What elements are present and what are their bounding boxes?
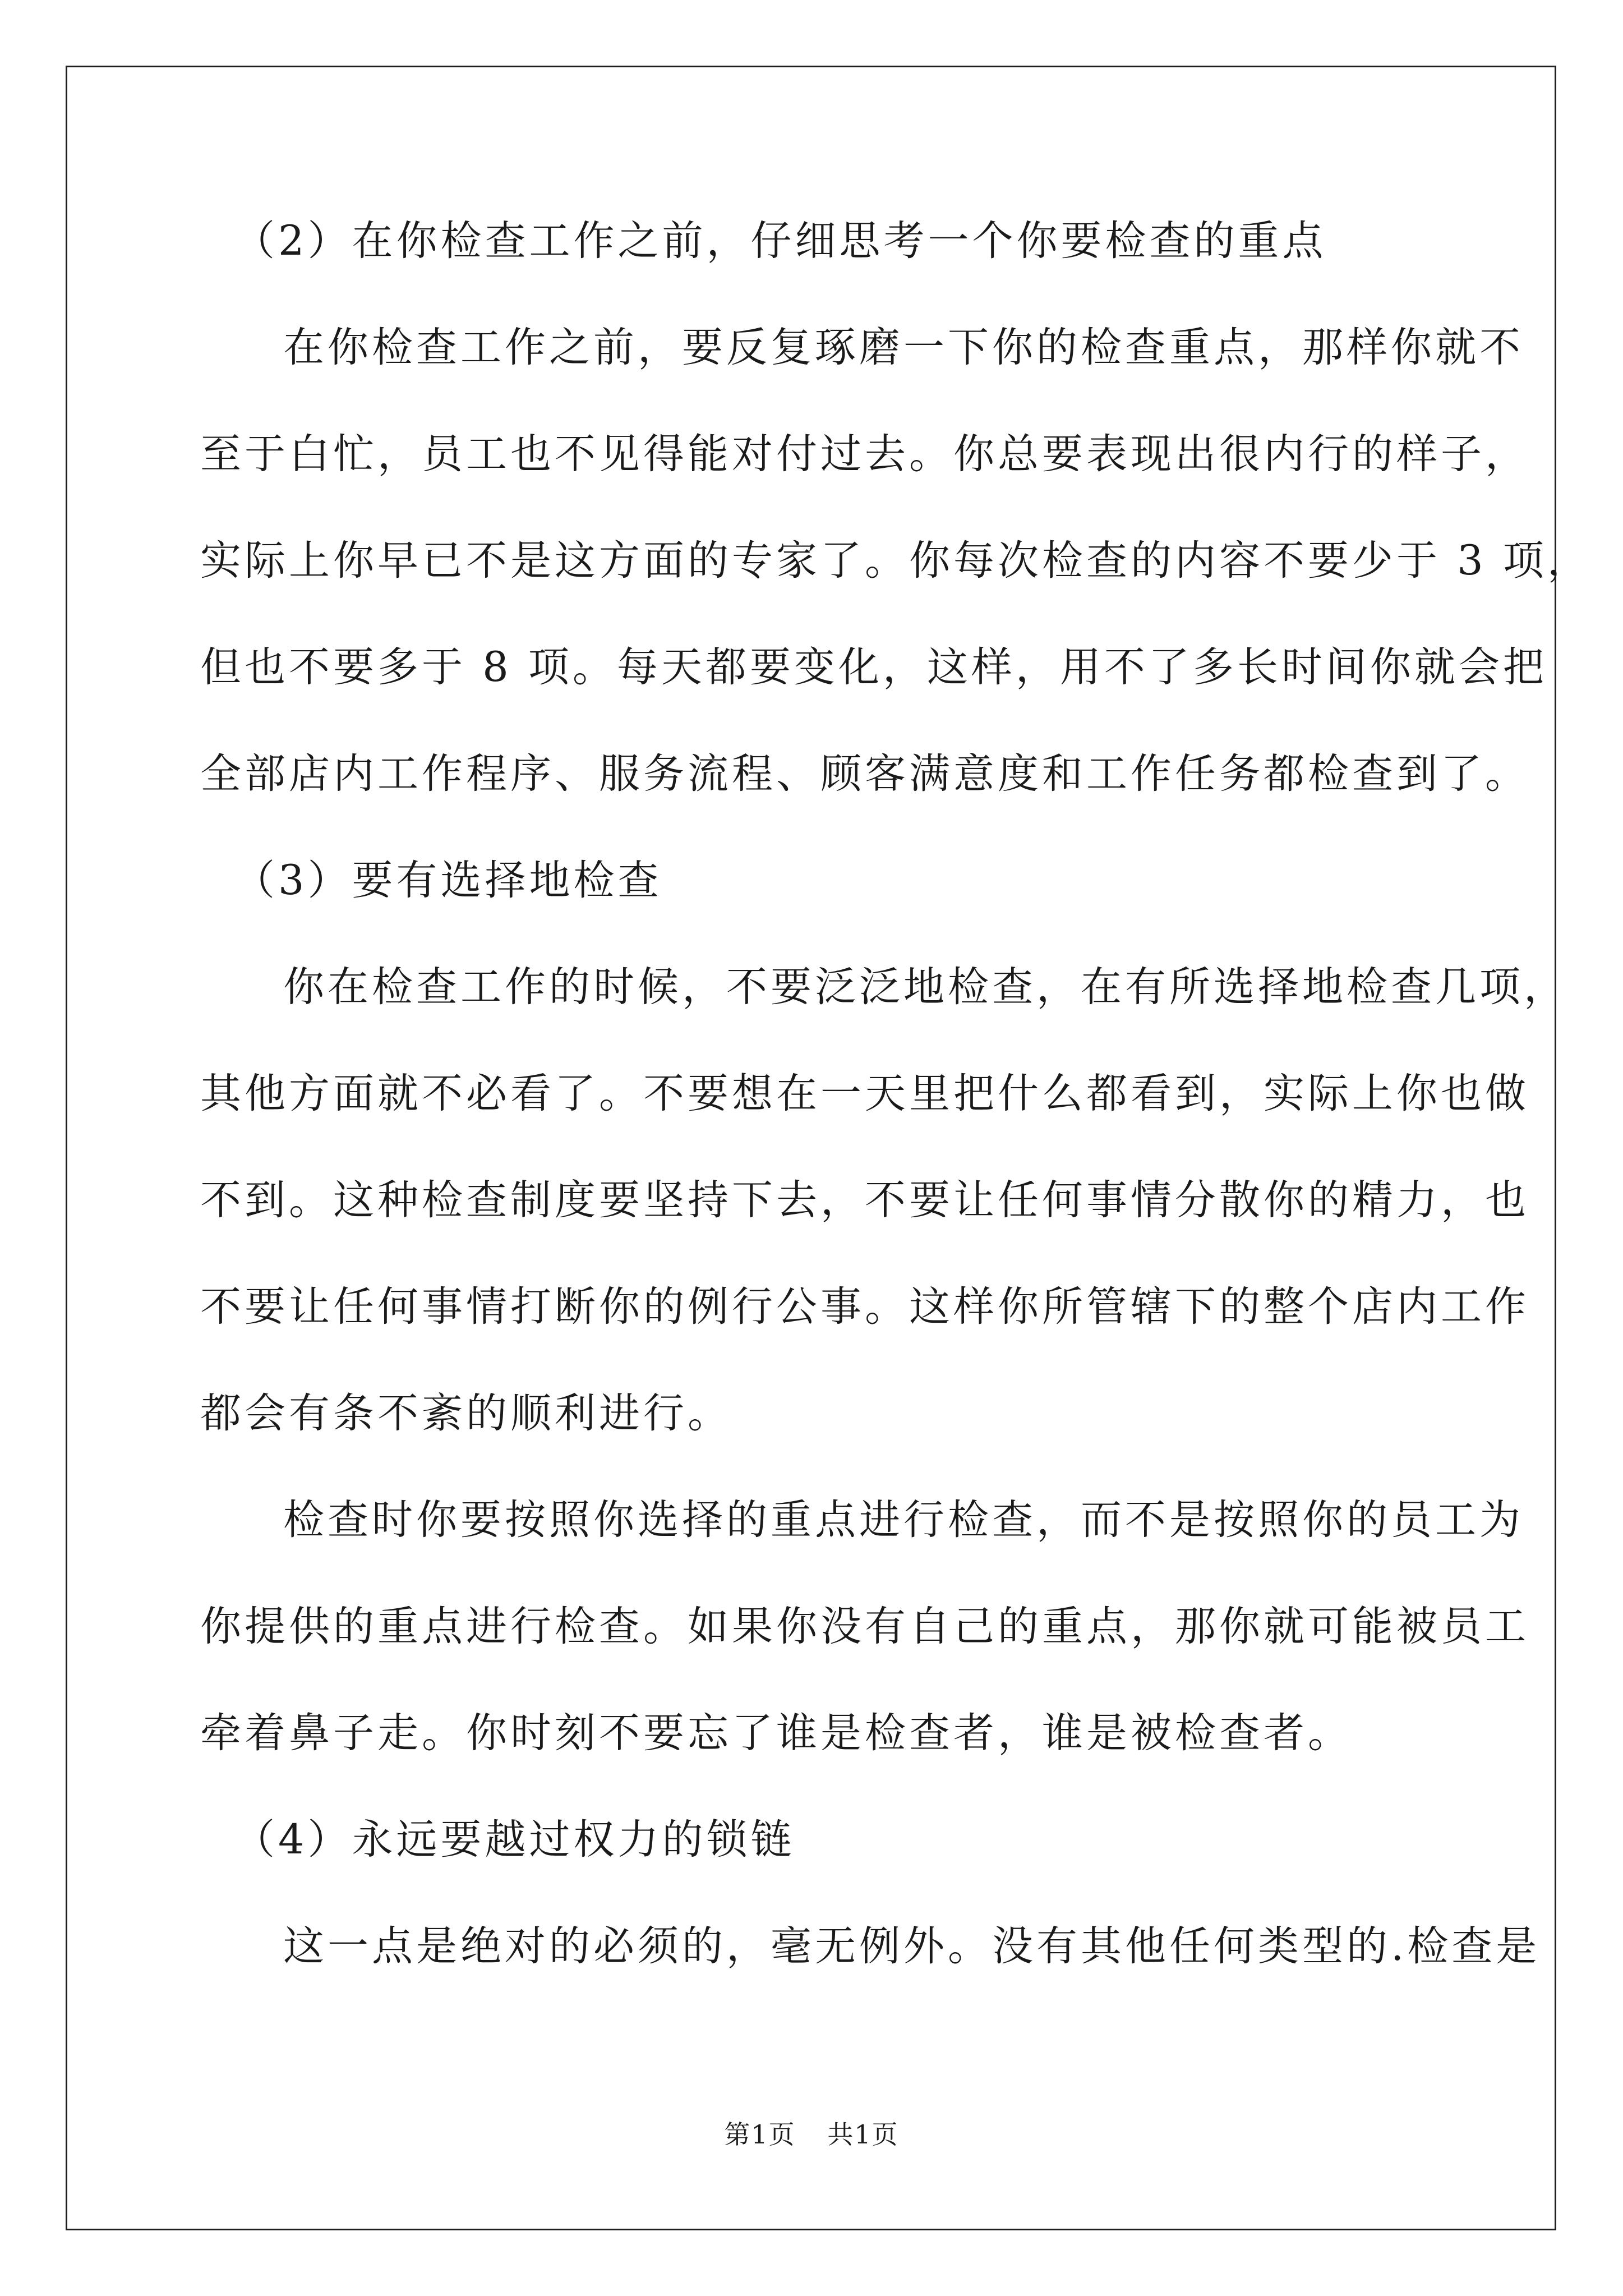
paragraph-line: 牵着鼻子走。你时刻不要忘了谁是检查者，谁是被检查者。: [200, 1709, 1352, 1757]
paragraph-line: 你提供的重点进行检查。如果你没有自己的重点，那你就可能被员工: [200, 1603, 1529, 1650]
document-body: [200, 213, 1592, 2025]
section-heading-4: （4）永远要越过权力的锁链: [234, 1816, 795, 1864]
paragraph-line: 至于白忙，员工也不见得能对付过去。你总要表现出很内行的样子，: [200, 430, 1529, 478]
paragraph-line: 实际上你早已不是这方面的专家了。你每次检查的内容不要少于 3 项，: [200, 537, 1592, 585]
paragraph-line: 检查时你要按照你选择的重点进行检查，而不是按照你的员工为: [283, 1496, 1524, 1544]
page-number-total: 共1页: [827, 2119, 899, 2150]
page-footer: [0, 2118, 1623, 2151]
paragraph-line: 其他方面就不必看了。不要想在一天里把什么都看到，实际上你也做: [200, 1070, 1529, 1117]
page-number-current: 第1页: [724, 2119, 796, 2150]
paragraph-line: 你在检查工作的时候，不要泛泛地检查，在有所选择地检查几项，: [283, 963, 1568, 1011]
section-heading-2: （2）在你检查工作之前，仔细思考一个你要检查的重点: [234, 217, 1327, 265]
paragraph-line: 但也不要多于 8 项。每天都要变化，这样，用不了多长时间你就会把: [200, 643, 1547, 691]
paragraph-line: 在你检查工作之前，要反复琢磨一下你的检查重点，那样你就不: [283, 324, 1524, 371]
section-heading-3: （3）要有选择地检查: [234, 857, 662, 904]
paragraph-line: 这一点是绝对的必须的，毫无例外。没有其他任何类型的.检查是: [283, 1922, 1541, 1970]
paragraph-line: 不要让任何事情打断你的例行公事。这样你所管辖下的整个店内工作: [200, 1283, 1529, 1331]
paragraph-line: 不到。这种检查制度要坚持下去，不要让任何事情分散你的精力，也: [200, 1176, 1529, 1224]
paragraph-line: 都会有条不紊的顺利进行。: [200, 1389, 732, 1437]
paragraph-line: 全部店内工作程序、服务流程、顾客满意度和工作任务都检查到了。: [200, 750, 1529, 798]
